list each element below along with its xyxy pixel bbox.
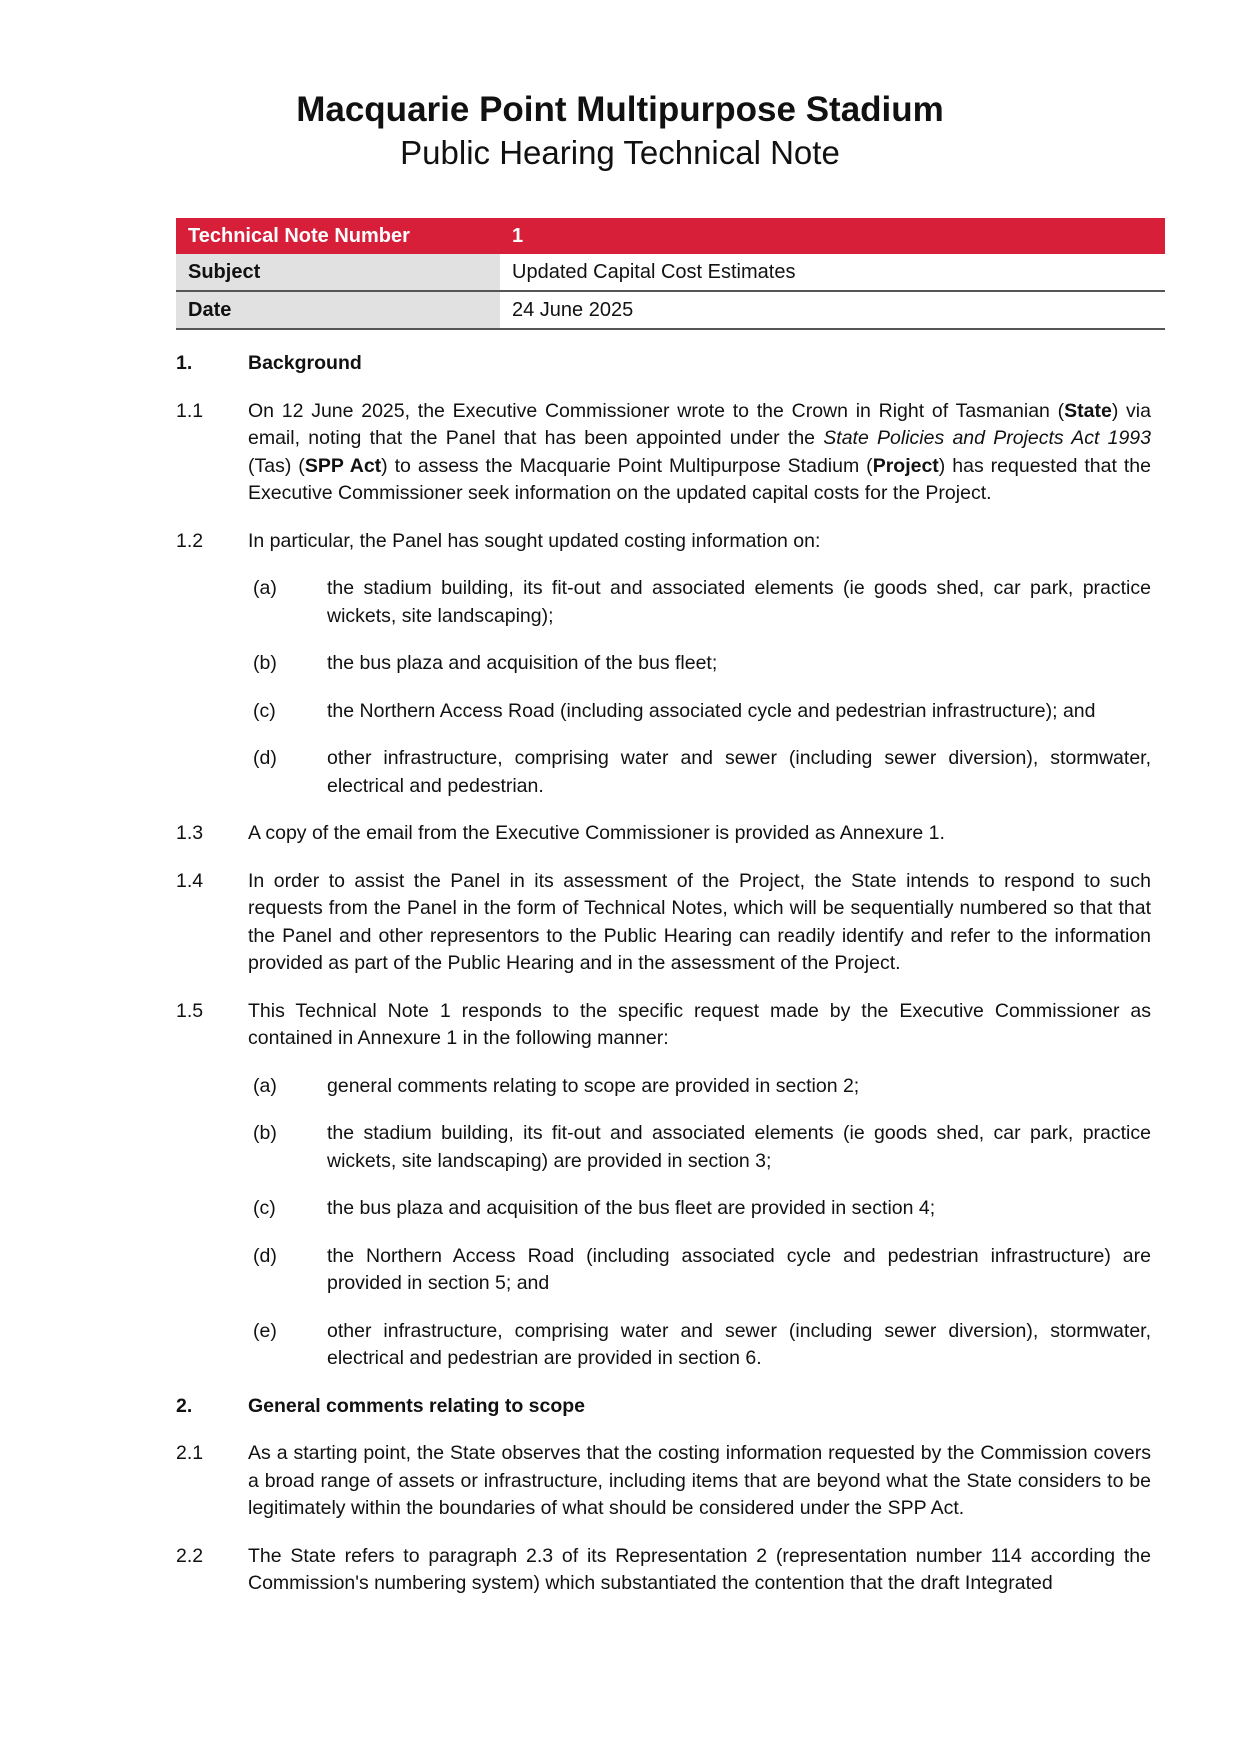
paragraph-1-5 bbox=[176, 998, 1151, 1053]
list-item-letter: (a) bbox=[253, 577, 277, 599]
text-run: ) to assess the Macquarie Point Multipurpose Stadium ( bbox=[381, 454, 873, 477]
paragraph-text bbox=[248, 398, 1151, 508]
paragraph-2-2 bbox=[176, 1543, 1151, 1598]
list-item bbox=[253, 650, 1151, 678]
defined-term-spp-act: SPP Act bbox=[304, 454, 382, 477]
section-number: 1. bbox=[176, 352, 193, 374]
list-item-letter: (c) bbox=[253, 699, 276, 722]
list-item-text: the bus plaza and acquisition of the bus fleet; bbox=[327, 652, 718, 674]
technical-note-number-label: Technical Note Number bbox=[176, 218, 500, 254]
section-title: General comments relating to scope bbox=[248, 1394, 586, 1417]
list-item-text: the bus plaza and acquisition of the bus fleet are provided in section 4; bbox=[327, 1197, 936, 1219]
metadata-row-subject bbox=[176, 254, 1165, 291]
list-item-letter: (d) bbox=[253, 1244, 277, 1267]
technical-note-number-value: 1 bbox=[500, 218, 1165, 254]
section-number: 2. bbox=[176, 1394, 193, 1417]
list-item bbox=[253, 745, 1151, 800]
list-item bbox=[253, 1120, 1151, 1175]
list-item-text: the Northern Access Road (including associated cycle and pedestrian infrastructure) are provided in section 5; and bbox=[327, 1244, 1151, 1294]
list-item-letter: (c) bbox=[253, 1197, 276, 1219]
paragraph-text: In order to assist the Panel in its assessment of the Project, the State intends to respond to such requests from the Panel in the form of Technical Notes, which will be sequentially numbered so that that the Panel and other representors to the Public Hearing can readily identify and refer to the information provided as part of the Public Hearing and in the assessment of the Project. bbox=[248, 869, 1151, 974]
list-item-letter: (b) bbox=[253, 652, 277, 674]
date-label: Date bbox=[176, 291, 500, 329]
defined-term-state: State bbox=[1064, 399, 1112, 422]
paragraph-number: 1.5 bbox=[176, 999, 204, 1022]
list-item-text: other infrastructure, comprising water and sewer (including sewer diversion), stormwater, electrical and pedestrian. bbox=[327, 747, 1151, 797]
subject-label: Subject bbox=[176, 254, 500, 291]
paragraph-1-3 bbox=[176, 820, 1151, 848]
list-item-text: the stadium building, its fit-out and associated elements (ie goods shed, car park, practice wickets, site landscaping) are provided in section 3; bbox=[327, 1122, 1151, 1172]
document-subtitle: Public Hearing Technical Note bbox=[400, 134, 840, 171]
paragraph-2-1 bbox=[176, 1440, 1151, 1523]
date-value: 24 June 2025 bbox=[500, 291, 1165, 329]
paragraph-number: 1.4 bbox=[176, 869, 204, 892]
list-item bbox=[253, 1195, 1151, 1223]
title-block bbox=[0, 88, 1240, 174]
list-item-text: other infrastructure, comprising water and sewer (including sewer diversion), stormwater, electrical and pedestrian are provided in section 6. bbox=[327, 1319, 1151, 1369]
paragraph-text: This Technical Note 1 responds to the specific request made by the Executive Commissioner as contained in Annexure 1 in the following manner: bbox=[248, 999, 1151, 1049]
list-item-text: the stadium building, its fit-out and associated elements (ie goods shed, car park, practice wickets, site landscaping); bbox=[327, 577, 1151, 627]
paragraph-number: 1.1 bbox=[176, 399, 204, 422]
list-item-text: general comments relating to scope are provided in section 2; bbox=[327, 1074, 860, 1097]
paragraph-number: 2.2 bbox=[176, 1544, 204, 1567]
metadata-row-number bbox=[176, 218, 1165, 254]
paragraph-number: 1.3 bbox=[176, 822, 204, 844]
list-item-letter: (b) bbox=[253, 1122, 277, 1144]
paragraph-1-1 bbox=[176, 398, 1151, 508]
paragraph-1-4 bbox=[176, 868, 1151, 978]
document-title: Macquarie Point Multipurpose Stadium bbox=[296, 90, 944, 129]
paragraph-text: In particular, the Panel has sought updated costing information on: bbox=[248, 529, 821, 552]
list-item-letter: (e) bbox=[253, 1319, 277, 1342]
list-item-letter: (d) bbox=[253, 747, 277, 769]
paragraph-number: 1.2 bbox=[176, 529, 204, 552]
list-item bbox=[253, 575, 1151, 630]
text-run: ) has requested that the Executive Commissioner seek information on the updated capital costs for the Project. bbox=[248, 454, 1151, 504]
section-heading-scope bbox=[176, 1393, 1151, 1421]
paragraph-1-2 bbox=[176, 528, 1151, 556]
metadata-table bbox=[176, 218, 1165, 330]
list-item bbox=[253, 1318, 1151, 1373]
list-item bbox=[253, 1073, 1151, 1101]
paragraph-text: A copy of the email from the Executive Commissioner is provided as Annexure 1. bbox=[248, 822, 945, 844]
paragraph-text: The State refers to paragraph 2.3 of its Representation 2 (representation number 114 according the Commission's numbering system) which substantiated the contention that the draft Integrated bbox=[248, 1544, 1151, 1594]
list-item-letter: (a) bbox=[253, 1074, 277, 1097]
paragraph-number: 2.1 bbox=[176, 1442, 204, 1464]
subject-value: Updated Capital Cost Estimates bbox=[500, 254, 1165, 291]
text-run: (Tas) ( bbox=[248, 454, 305, 477]
act-title: State Policies and Projects Act 1993 bbox=[823, 427, 1151, 449]
section-heading-background bbox=[176, 350, 1151, 378]
defined-term-project: Project bbox=[872, 454, 939, 477]
section-title: Background bbox=[248, 352, 362, 374]
document-body bbox=[176, 350, 1151, 1618]
metadata-row-date bbox=[176, 291, 1165, 329]
list-item bbox=[253, 698, 1151, 726]
paragraph-text: As a starting point, the State observes that the costing information requested by the Commission covers a broad range of assets or infrastructure, including items that are beyond what the State considers to be legitimately within the boundaries of what should be considered under the SPP Act. bbox=[248, 1442, 1151, 1519]
list-item-text: the Northern Access Road (including associated cycle and pedestrian infrastructure); and bbox=[327, 699, 1096, 722]
list-item bbox=[253, 1243, 1151, 1298]
text-run: ) via email, noting that the Panel that has been appointed under the bbox=[248, 399, 1151, 449]
text-run: On 12 June 2025, the Executive Commissioner wrote to the Crown in Right of Tasmanian ( bbox=[248, 399, 1065, 422]
